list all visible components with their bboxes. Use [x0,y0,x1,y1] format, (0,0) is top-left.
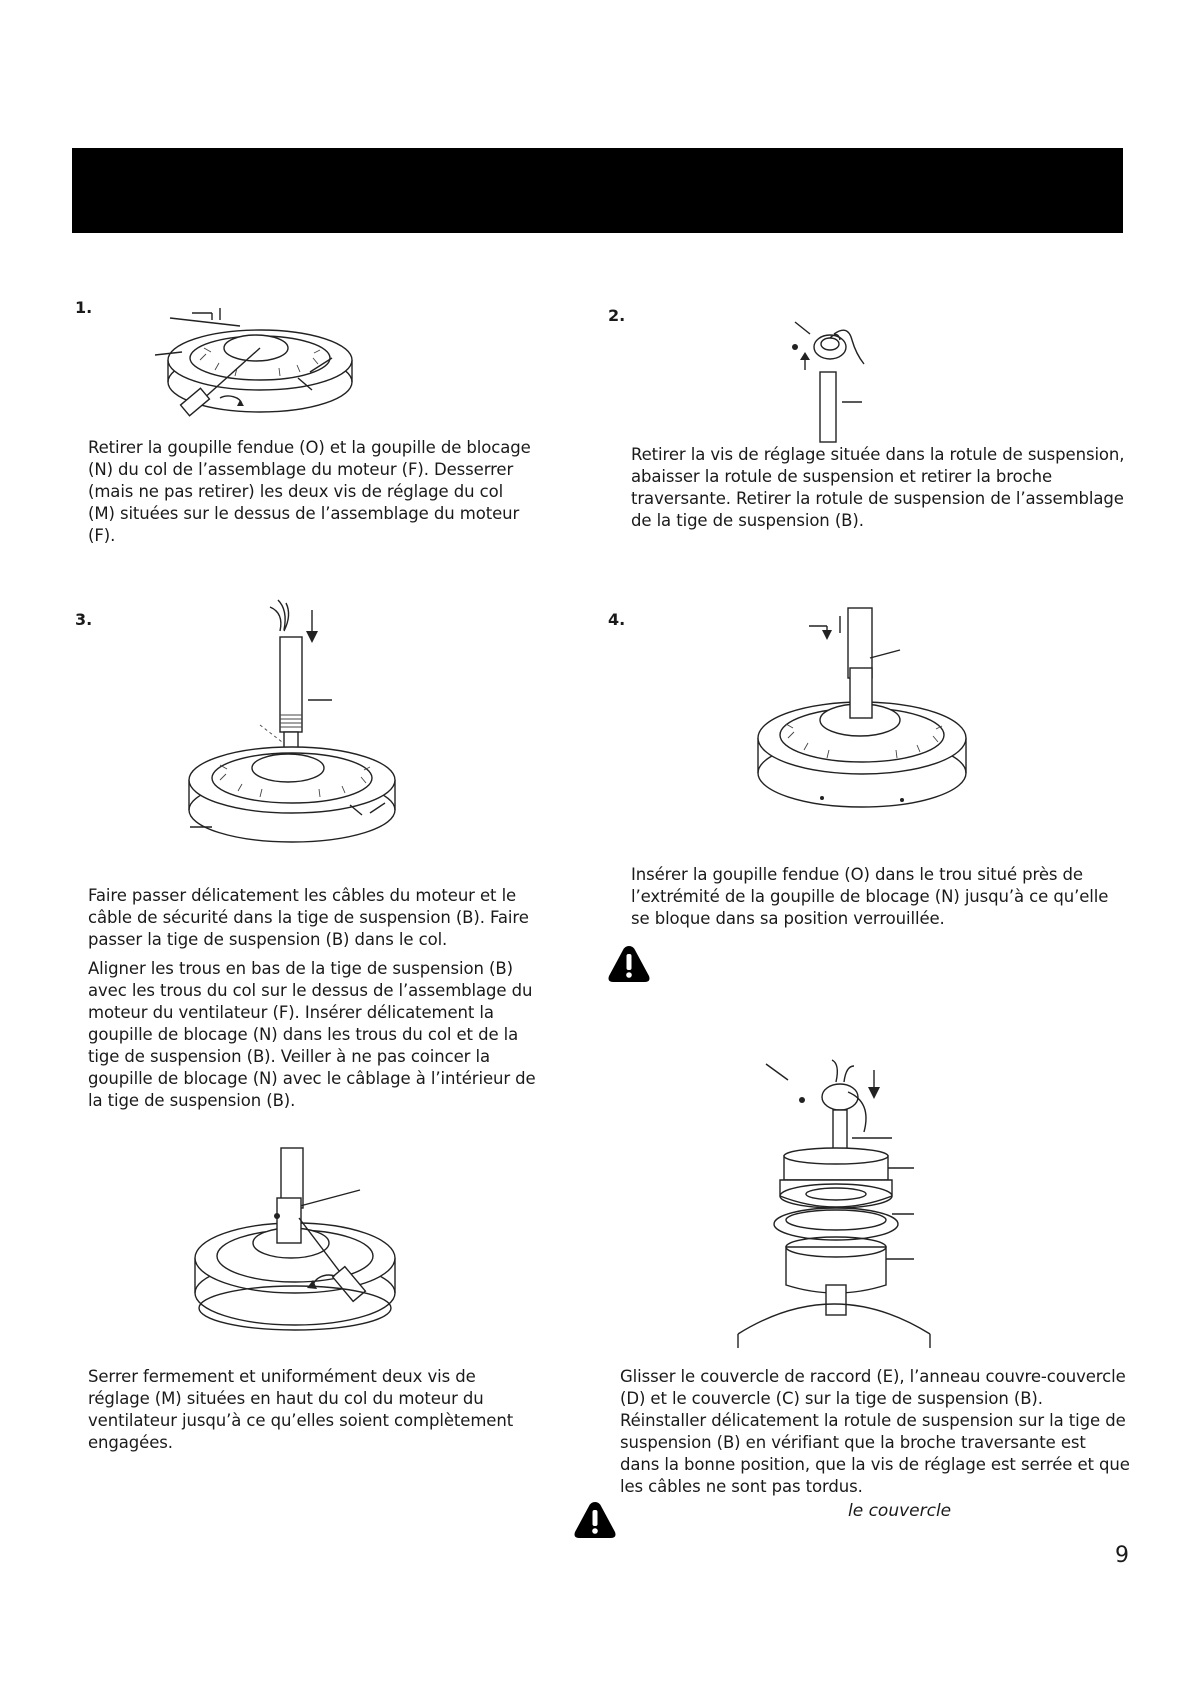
step-4-text: Insérer la goupille fendue (O) dans le trou situé près de l’extrémité de la goupille de blocage (N) jusqu’à ce qu’elle se bloque dans sa position verrouillée. [631,865,1109,928]
step-2-number: 2. [608,306,626,325]
step-3-text-b: Aligner les trous en bas de la tige de suspension (B) avec les trous du col sur le dessus de l’assemblage du moteur du ventilateur (F). Insérer délicatement la goupille de blocage (N) dans les trous du col et de la tige de suspension (B). Veiller à ne pas coincer la goupille de blocage (N) avec le câblage à l’intérieur de la tige de suspension (B). [88,959,536,1110]
section-header-bar [72,148,1123,233]
step-1-figure [160,300,370,430]
step-1-text: Retirer la goupille fendue (O) et la goupille de blocage (N) du col de l’assemblage du moteur (F). Desserrer (mais ne pas retirer) les deux vis de réglage du col (M) situées sur le dessus de l’assemblage du moteur (F). [88,438,531,545]
step-1-number: 1. [75,298,93,317]
cover-note: le couvercle [848,1501,952,1521]
step-5-figure [195,1148,395,1338]
step-6-figure [762,1052,947,1352]
step-2-text: Retirer la vis de réglage située dans la rotule de suspension, abaisser la rotule de suspension et retirer la broche traversante. Retirer la rotule de suspension de l’assemblage de la tige de suspension (B). [631,445,1125,530]
warning-icon-2 [573,1500,617,1540]
step-3-figure [200,595,420,850]
step-3-number: 3. [75,610,93,629]
step-4-figure [752,608,982,828]
warning-icon [607,944,651,984]
step-6-text: Glisser le couvercle de raccord (E), l’anneau couvre-couvercle (D) et le couvercle (C) sur la tige de suspension (B). Réinstaller délicatement la rotule de suspension sur la tige de suspension (B) en vérifiant que la broche traversante est dans la bonne position, que la vis de réglage est serrée et que les câbles ne sont pas tordus. [620,1367,1130,1496]
step-4-number: 4. [608,610,626,629]
page-number: 9 [1115,1543,1129,1568]
step-5-text: Serrer fermement et uniformément deux vis de réglage (M) situées en haut du col du moteur du ventilateur jusqu’à ce qu’elles soient complètement engagées. [88,1367,514,1452]
step-2-figure [790,312,900,442]
step-3-text-a: Faire passer délicatement les câbles du moteur et le câble de sécurité dans la tige de suspension (B). Faire passer la tige de suspension (B) dans le col. [88,886,529,949]
